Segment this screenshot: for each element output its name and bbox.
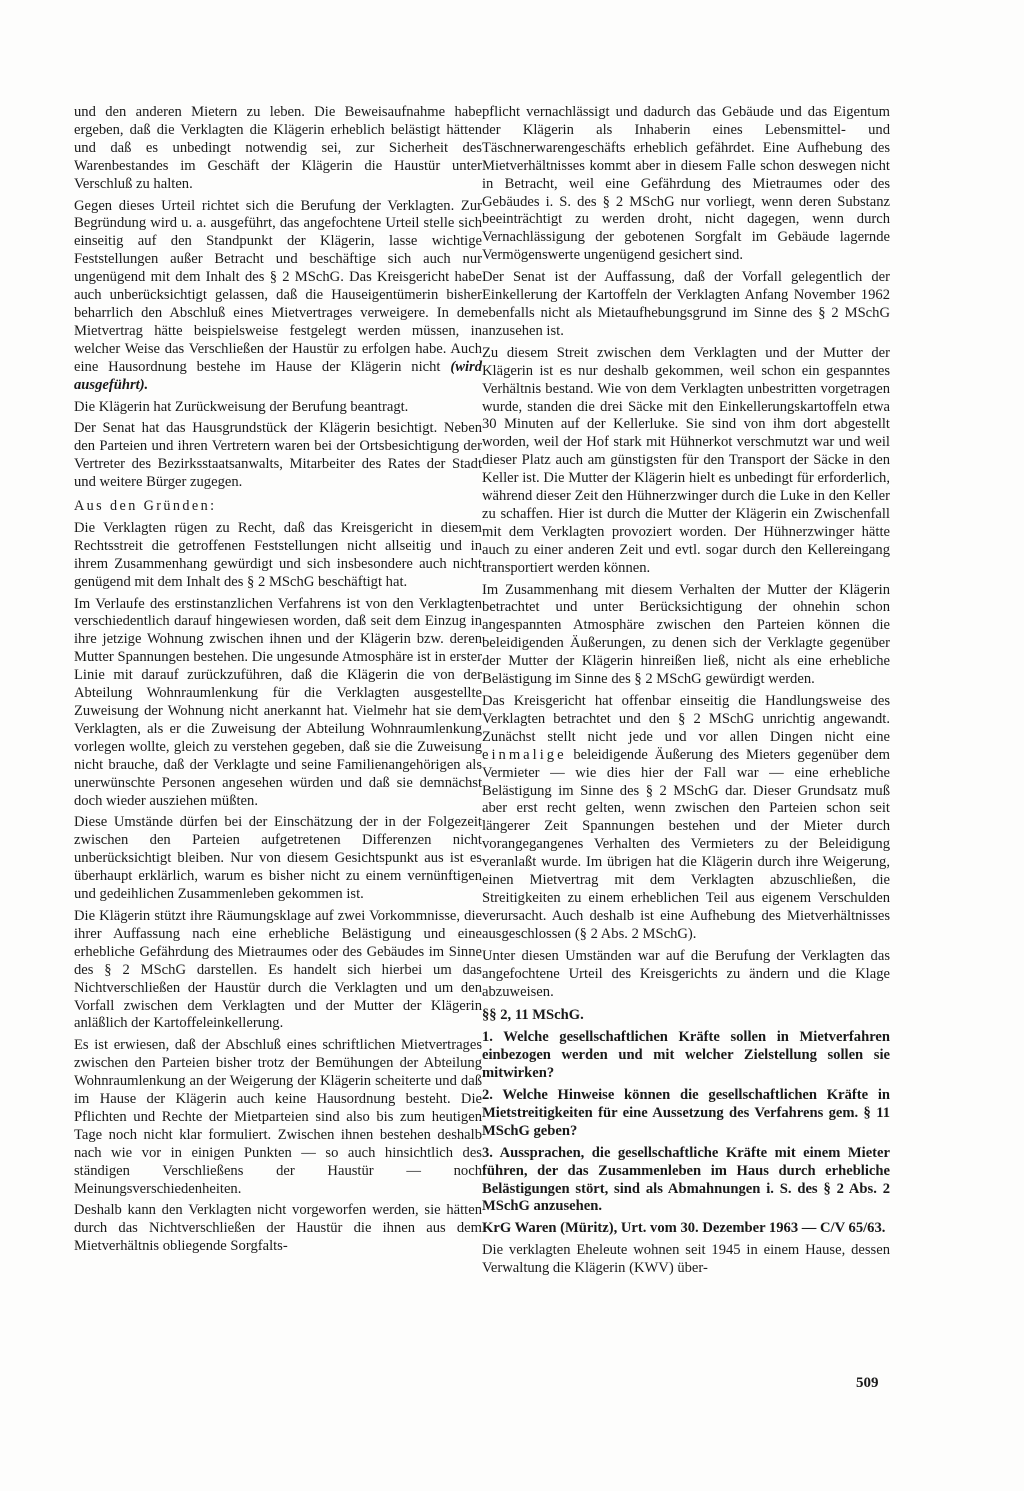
law-reference: §§ 2, 11 MSchG. bbox=[482, 1007, 584, 1024]
left-column bbox=[74, 104, 482, 1260]
section-heading: Aus den Gründen: bbox=[74, 498, 217, 515]
paragraph: Im Verlaufe des erstinstanzlichen Verfahrens ist von den Verklagten verschiedentlich darauf hingewiesen worden, daß seit dem Einzug in ihre jetzige Wohnung zwischen ihnen und der Klägerin bzw. deren Mutter Spannungen bestehen. Die ungesunde Atmosphäre ist in erster Linie mit darauf zurückzuführen, daß die Klägerin die von der Abteilung Wohnraumlenkung für die Verklagten ausgestellte Zuweisung der Wohnung nicht anerkannt hat. Vielmehr hat sie dem Verklagten, als er die Zuweisung der Abteilung Wohnraumlenkung vorlegen wollte, gleich zu verstehen gegeben, daß sie die Zuweisung nicht brauche, daß der Verklagte und seine Familienangehörigen als unerwünschte Personen angesehen würden und daß sie demnächst doch wieder ausziehen müßten. bbox=[74, 595, 482, 809]
emphasis-text: (wird ausgeführt). bbox=[74, 358, 482, 393]
paragraph: Die Klägerin hat Zurückweisung der Berufung beantragt. bbox=[74, 398, 409, 415]
paragraph: Unter diesen Umständen war auf die Berufung der Verklagten das angefochtene Urteil des Kreisgerichts zu ändern und die Klage abzuweisen. bbox=[482, 947, 890, 1000]
paragraph-text: Das Kreisgericht hat offenbar einseitig die Handlungsweise des Verklagten betrachtet und den § 2 MSchG unrichtig angewandt. Zunächst stellt nicht jede und vor allen Dingen nicht eine bbox=[482, 693, 890, 745]
spaced-emphasis: einmalige bbox=[482, 746, 567, 763]
right-column bbox=[482, 104, 890, 1282]
paragraph bbox=[482, 693, 890, 944]
paragraph: und den anderen Mietern zu leben. Die Beweisaufnahme habe ergeben, daß die Verklagten die Klägerin erheblich belästigt hätten und daß es unbedingt notwendig sei, zur Sicherheit des Warenbestandes im Geschäft der Klägerin die Haustür unter Verschluß zu halten. bbox=[74, 104, 482, 192]
paragraph: pflicht vernachlässigt und dadurch das Gebäude und das Eigentum der Klägerin als Inhaberin eines Lebensmittel- und Täschnerwarengeschäfts erheblich gefährdet. Eine Aufhebung des Mietverhältnisses kommt aber in diesem Falle schon deswegen nicht in Betracht, weil eine Gefährdung des Mietraumes oder des Gebäudes i. S. des § 2 MSchG nur vorliegt, wenn deren Substanz beeinträchtigt zu werden droht, nicht dagegen, wenn durch Vernachlässigung der gebotenen Sorgfalt im Gebäude lagernde Vermögenswerte ungenügend gesichert sind. bbox=[482, 104, 890, 264]
paragraph: Zu diesem Streit zwischen dem Verklagten und der Mutter der Klägerin ist es nur deshalb gekommen, weil schon ein gespanntes Verhältnis bestand. Wie von dem Verklagten unbestritten vorgetragen wurde, standen die drei Säcke mit den Einkellerungskartoffeln etwa 30 Minuten auf der Kellerluke. Sie sind von ihm dort abgestellt worden, weil der Hof stark mit Hühnerkot verschmutzt war und weil dieser Platz auch am günstigsten für den Transport der Säcke in den Keller ist. Die Mutter der Klägerin hielt es unbedingt für erforderlich, während dieser Zeit den Hühnerzwinger durch die Luke in den Keller zu schaffen. Hier ist durch die Mutter der Klägerin ein Zwischenfall mit dem Verklagten provoziert worden. Der Hühnerzwinger hätte auch zu einer anderen Zeit und evtl. sogar durch den Kellereingang transportiert werden können. bbox=[482, 344, 890, 576]
paragraph: Die verklagten Eheleute wohnen seit 1945 in einem Hause, dessen Verwaltung die Klägerin (KWV) über- bbox=[482, 1242, 890, 1277]
paragraph bbox=[74, 198, 482, 395]
headnote-3: 3. Aussprachen, die gesellschaftliche Kräfte mit einem Mieter führen, der das Zusammenleben im Haus durch erhebliche Belästigungen stört, sind als Abmahnungen i. S. des § 2 Abs. 2 MSchG anzusehen. bbox=[482, 1144, 890, 1215]
paragraph: Deshalb kann den Verklagten nicht vorgeworfen werden, sie hätten durch das Nichtverschließen der Haustür die ihnen aus dem Mietverhältnis obliegende Sorgfalts- bbox=[74, 1202, 482, 1255]
paragraph: Im Zusammenhang mit diesem Verhalten der Mutter der Klägerin betrachtet und unter Berücksichtigung der ohnehin schon angespannten Atmosphäre zwischen den Parteien können die beleidigenden Äußerungen, zu denen sich der Verklagte gegenüber der Mutter der Klägerin hinreißen ließ, nicht als eine erhebliche Belästigung im Sinne des § 2 MSchG gewürdigt werden. bbox=[482, 581, 890, 688]
paragraph: Der Senat ist der Auffassung, daß der Vorfall gelegentlich der Einkellerung der Kartoffeln der Verklagten Anfang November 1962 ebenfalls nicht als Mietaufhebungsgrund im Sinne des § 2 MSchG anzusehen ist. bbox=[482, 269, 890, 339]
headnote-2: 2. Welche Hinweise können die gesellschaftlichen Kräfte in Mietstreitigkeiten für eine Aussetzung des Verfahrens gem. § 11 MSchG geben? bbox=[482, 1087, 890, 1139]
paragraph-text: Gegen dieses Urteil richtet sich die Berufung der Verklagten. Zur Begründung wird u. a. ausgeführt, das angefochtene Urteil stelle sich einseitig auf den Standpunkt der Klägerin, lasse wichtige Feststellungen außer Betracht und beschäftige sich auch nur ungenügend mit dem Inhalt des § 2 MSchG. Das Kreisgericht habe auch unberücksichtigt gelassen, daß die Hauseigentümerin bisher beharrlich den Abschluß eines Mietvertrages verweigere. In dem Mietvertrag hätte beispielsweise festgelegt werden müssen, in welcher Weise das Verschließen der Haustür zu erfolgen habe. Auch eine Hausordnung bestehe im Hause der Klägerin nicht bbox=[74, 197, 482, 375]
paragraph: Die Klägerin stützt ihre Räumungsklage auf zwei Vorkommnisse, die ihrer Auffassung nach eine erhebliche Belästigung und eine erhebliche Gefährdung des Mietraumes oder des Gebäudes im Sinne des § 2 MSchG darstellen. Es handelt sich hierbei um das Nichtverschließen der Haustür durch die Verklagten und um den Vorfall zwischen dem Verklagten und der Mutter der Klägerin anläßlich der Kartoffeleinkellerung. bbox=[74, 907, 482, 1032]
paragraph-text: beleidigende Äußerung des Mieters gegenüber dem Vermieter — wie dies hier der Fall war — eine erhebliche Belästigung im Sinne des § 2 MSchG dar. Dieser Grundsatz muß aber erst recht gelten, wenn zwischen den Parteien schon seit längerer Zeit Spannungen bestehen und der Mieter durch vorangegangenes Verhalten des Vermieters zu der Beleidigung veranlaßt wurde. Im übrigen hat die Klägerin durch ihre Weigerung, einen Mietvertrag mit dem Verklagten abzuschließen, die Streitigkeiten zu einem erheblichen Teil aus eigenem Verschulden verursacht. Auch deshalb ist eine Aufhebung des Mietverhältnisses ausgeschlossen (§ 2 Abs. 2 MSchG). bbox=[482, 746, 890, 942]
headnote-1: 1. Welche gesellschaftlichen Kräfte sollen in Mietverfahren einbezogen werden und mit welcher Zielstellung sollen sie mitwirken? bbox=[482, 1029, 890, 1082]
paragraph: Es ist erwiesen, daß der Abschluß eines schriftlichen Mietvertrages zwischen den Parteien bisher trotz der Bemühungen der Abteilung Wohnraumlenkung an der Weigerung der Klägerin scheiterte und daß im Hause der Klägerin auch keine Hausordnung besteht. Die Pflichten und Rechte der Mietparteien sind also bis zum heutigen Tage noch nicht klar formuliert. Zwischen ihnen bestehen deshalb nach wie vor in einigen Punkten — so auch hinsichtlich des ständigen Verschließens der Haustür — noch Meinungsverschiedenheiten. bbox=[74, 1037, 482, 1197]
paragraph: Die Verklagten rügen zu Recht, daß das Kreisgericht in diesem Rechtsstreit die getroffenen Feststellungen nicht allseitig und in ihrem Zusammenhang gewürdigt und sich insbesondere auch nicht genügend mit dem Inhalt des § 2 MSchG beschäftigt hat. bbox=[74, 519, 482, 590]
case-reference: KrG Waren (Müritz), Urt. vom 30. Dezember 1963 — C/V 65/63. bbox=[482, 1220, 886, 1237]
page-number: 509 bbox=[856, 1375, 879, 1391]
paragraph: Diese Umstände dürfen bei der Einschätzung der in der Folgezeit zwischen den Parteien aufgetretenen Differenzen nicht unberücksichtigt bleiben. Nur von diesem Gesichtspunkt aus ist es überhaupt erklärlich, warum es bisher nicht zu einem vernünftigen und gedeihlichen Zusammenleben gekommen ist. bbox=[74, 814, 482, 903]
paragraph: Der Senat hat das Hausgrundstück der Klägerin besichtigt. Neben den Parteien und ihren Vertretern waren bei der Ortsbesichtigung der Vertreter des Bezirksstaatsanwalts, Mitarbeiter des Rates der Stadt und weitere Bürger zugegen. bbox=[74, 420, 482, 491]
